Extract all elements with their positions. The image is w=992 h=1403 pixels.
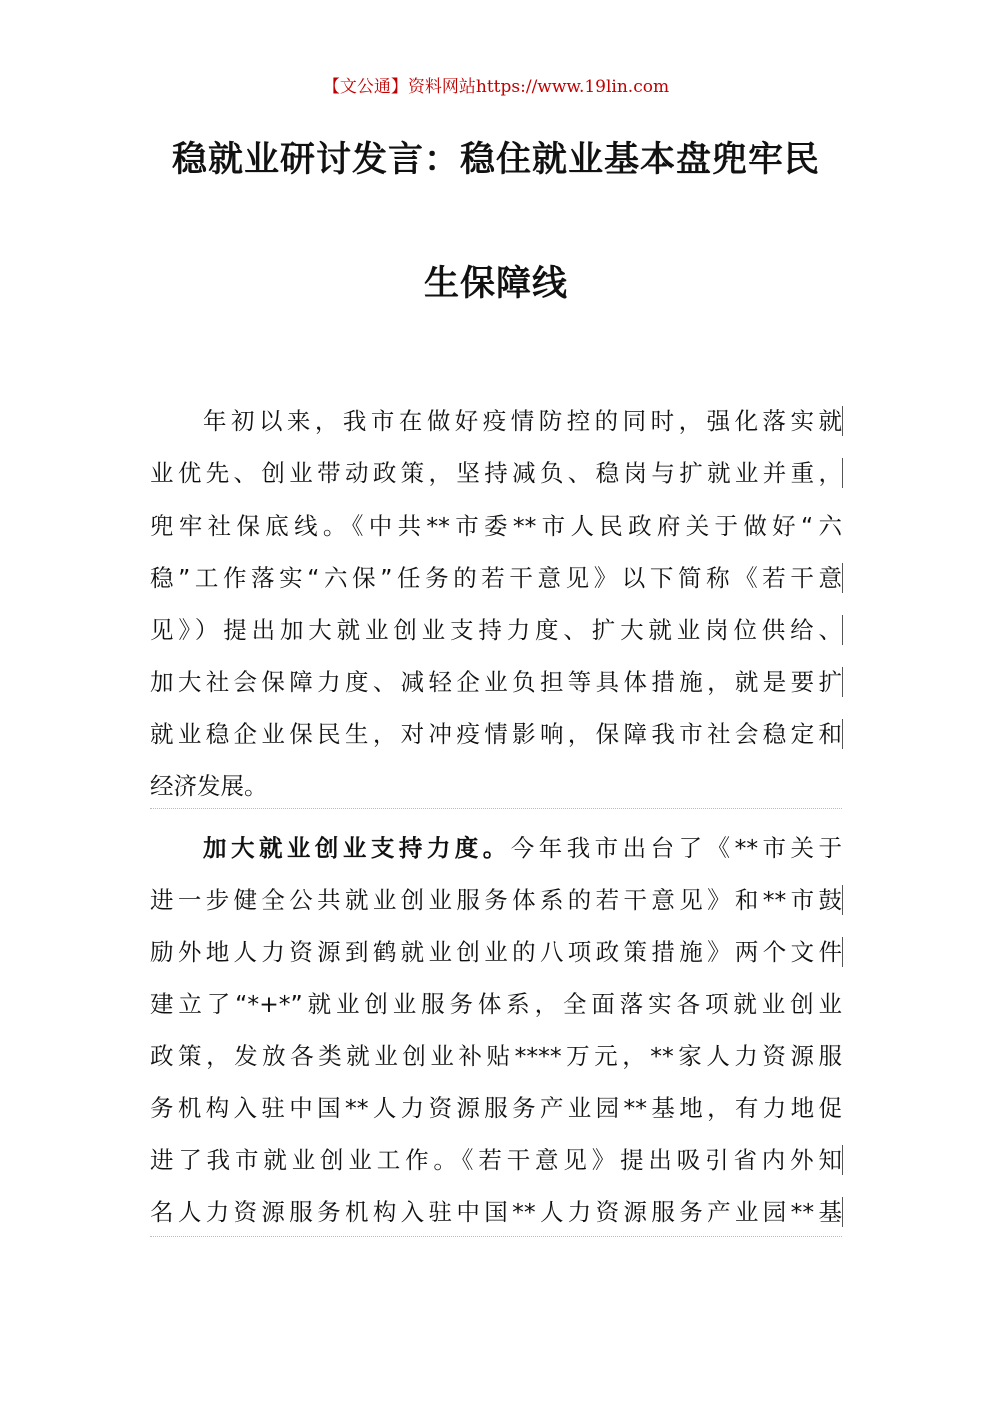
paragraph-1-line-8: 经济发展。 [150, 772, 268, 800]
paragraph-2-line-8: 名人力资源服务机构入驻中国**人力资源服务产业园**基 [150, 1198, 842, 1226]
margin-marker [842, 458, 843, 488]
paragraph-1-line-1: 年初以来，我市在做好疫情防控的同时，强化落实就 [203, 407, 842, 435]
paragraph-1-line-6: 加大社会保障力度、减轻企业负担等具体措施，就是要扩 [150, 668, 842, 696]
paragraph-2-line-3: 励外地人力资源到鹤就业创业的八项政策措施》两个文件 [150, 938, 842, 966]
paragraph-2-line-4: 建立了“*+*”就业创业服务体系，全面落实各项就业创业 [150, 990, 842, 1018]
paragraph-2-line-7: 进了我市就业创业工作。《若干意见》提出吸引省内外知 [150, 1146, 842, 1174]
paragraph-2-line-6: 务机构入驻中国**人力资源服务产业园**基地，有力地促 [150, 1094, 842, 1122]
margin-marker [842, 937, 843, 967]
margin-marker [842, 1197, 843, 1227]
page-bottom-rule [150, 1236, 842, 1237]
paragraph-1-line-2: 业优先、创业带动政策，坚持减负、稳岗与扩就业并重， [150, 459, 842, 487]
paragraph-2-line-2: 进一步健全公共就业创业服务体系的若干意见》和**市鼓 [150, 886, 842, 914]
margin-marker [842, 667, 843, 697]
paragraph-2-line-1 [203, 827, 842, 869]
paragraph-2-line-5: 政策，发放各类就业创业补贴****万元，**家人力资源服 [150, 1042, 842, 1070]
paragraph-2-lead: 加大就业创业支持力度。 [203, 834, 511, 862]
margin-marker [842, 1145, 843, 1175]
website-link[interactable]: 【文公通】资料网站https://www.19lin.com [322, 77, 670, 97]
margin-marker [842, 615, 843, 645]
document-title-line-2: 生保障线 [423, 263, 568, 304]
margin-marker [842, 563, 843, 593]
paragraph-1-line-4: 稳”工作落实“六保”任务的若干意见》以下简称《若干意 [150, 564, 842, 592]
margin-marker [842, 719, 843, 749]
margin-marker [842, 885, 843, 915]
paragraph-1-line-7: 就业稳企业保民生，对冲疫情影响，保障我市社会稳定和 [150, 720, 842, 748]
document-title-line-1: 稳就业研讨发言：稳住就业基本盘兜牢民 [171, 139, 820, 180]
paragraph-1-line-5: 见》）提出加大就业创业支持力度、扩大就业岗位供给、 [150, 616, 842, 644]
margin-marker [842, 406, 843, 436]
page-divider [150, 808, 842, 809]
paragraph-1-line-3: 兜牢社保底线。《中共**市委**市人民政府关于做好“六 [150, 512, 842, 540]
paragraph-2-line-1-text: 今年我市出台了《**市关于 [510, 834, 842, 862]
